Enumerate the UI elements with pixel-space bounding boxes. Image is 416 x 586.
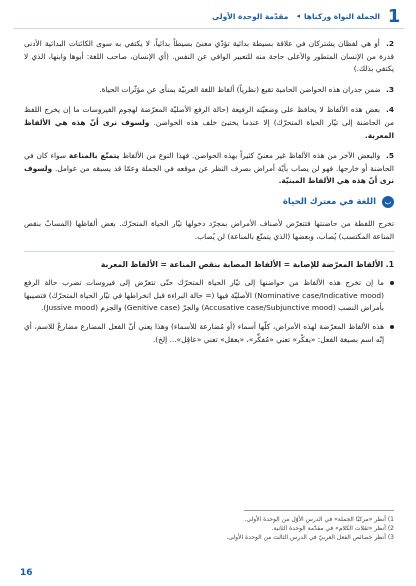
paragraph-5 [24, 150, 394, 188]
paragraph-number: 4. [386, 105, 394, 115]
page-header [14, 6, 404, 26]
section-heading [24, 196, 394, 208]
section-divider [24, 251, 394, 252]
paragraph-text: بعض هذه الألفاظ لا يحافظ على وضعيّته الرفيعة (حالة الرفع الأصليّة المعرّضة لهجوم الفيروسات ما إن يخرج اللفظ من الحاضنة إلى تيّار الحياة المتحرّك) إلا عندما يختبئ خلف هذه الحواضن. [24, 105, 394, 127]
breadcrumb-unit: مقدّمة الوحدة الأولى [212, 11, 289, 21]
paragraph-text: أو هي لفظان يشتركان في علاقة بسيطة بدائية تؤدّي معنىً بسيطاً بدائياً، لا يكتفي به سوى الكائنات البدائية الأدنى قدرة من الإنسان المتطور والأعلى حاجة منه للتعبير الوافي عن النفس. (أي الإنسان، صاحب اللغة: أبوها وابنها، الذي لا يكتفي بذلك.) [24, 39, 394, 74]
breadcrumb-separator: ◂ [296, 12, 300, 20]
header-divider [14, 28, 404, 29]
bullet-item: ما إن تخرج هذه الألفاظ من حواضنها إلى تيّار الحياة المتحرّك حتّى تتعرّض إلى فيروسات تضرب حالة الرفع (Nominative case/Indicative mood) الأصليّة فيها (= حالة البراءة قبل انخراطها في تيّار الحياة المتحرّك) فتصيبها بأمراض النصب (Accusative case/Subjunctive mood) والجرّ (Genitive case) والجزم (Jussive mood). [24, 277, 394, 315]
paragraph-text: سواء كان في الحاضنة أو خارجها. فهو لن يصاب بأيّة أمراض بصرف النظر عن موقعه في الجملة وعمّا قد يسبقه من عوامل. [24, 151, 394, 173]
section-intro: تخرج اللفظة من حاضنتها فتتعرّض لأصناف الأمراض بمجرّد دخولها تيّار الحياة المتحرّك. بعض ألفاظها (المسابّ بنقص المناعة المكتسب) يُصاب، وبعضها (الذي يتمتّع بالمناعة) لن يُصاب. [24, 218, 394, 241]
footnotes [24, 510, 394, 542]
paragraph-emphasis: ولسوف نرى أنّ هذه هي الألفاظ المبنيّة. [24, 163, 394, 186]
section-title: اللغة في معترك الحياة [282, 196, 376, 207]
paragraph-number: 5. [386, 151, 395, 161]
footnote: 3) أنظر خصائص الفعل العربيّ في الدرس الثالث من الوحدة الأولى. [226, 534, 394, 541]
breadcrumb-chapter: الجملة النواة وركناها [303, 11, 380, 21]
paragraph-number: 2. [386, 39, 394, 48]
paragraph-text: ضمن جدران هذه الحواضن الحامية تقبع (نظرياً) ألفاظ اللغة العربيّة بمنأى عن مؤثّرات الحياة. [99, 84, 381, 94]
paragraph-emphasis-mid: يتمتّع بالمناعة [68, 151, 120, 161]
section-marker-icon: ب [382, 196, 394, 208]
page-number: 16 [20, 568, 33, 578]
footnote: 2) أنظر «ثقلات الكلام» في مقدّمة الوحدة الثانية. [271, 525, 394, 532]
paragraph-4 [24, 104, 394, 142]
bullet-item: هذه الألفاظ المعرّضة لهذه الأمراض، كلّها أسماء (أو مُضارعة للأسماء) وهذا يعني أنّ الفعل المضارع مضارعٌ للاسم، أي إنّه اسم بصيغة الفعل: «يفكّر» تعني «مُفكِّر»، «يعقل» تعني «عاقِل»... إلخ). [24, 321, 394, 346]
footnote: 1) أنظر «مركبًا الجملة» في الدرس الأوّل من الوحدة الأولى. [244, 516, 394, 523]
sub-heading: 1. الألفاظ المعرّضة للإصابة = الألفاظ المصابة بنقص المناعة = الألفاظ المعربة [100, 260, 394, 270]
footnote-divider [244, 510, 394, 511]
paragraph-emphasis: ولسوف نرى أنّ هذه هي الألفاظ المعربة. [24, 117, 394, 140]
paragraph-number: 3. [386, 84, 394, 94]
paragraph-2 [24, 38, 394, 76]
paragraph-3 [24, 84, 394, 97]
chapter-number: 1 [387, 5, 401, 27]
paragraph-text-start: والبعض الآخر من هذه الألفاظ غير معنيّ كثيراً بهذه الحواضن. فهذا النوع من الألفاظ [122, 151, 381, 161]
main-content [24, 38, 394, 352]
